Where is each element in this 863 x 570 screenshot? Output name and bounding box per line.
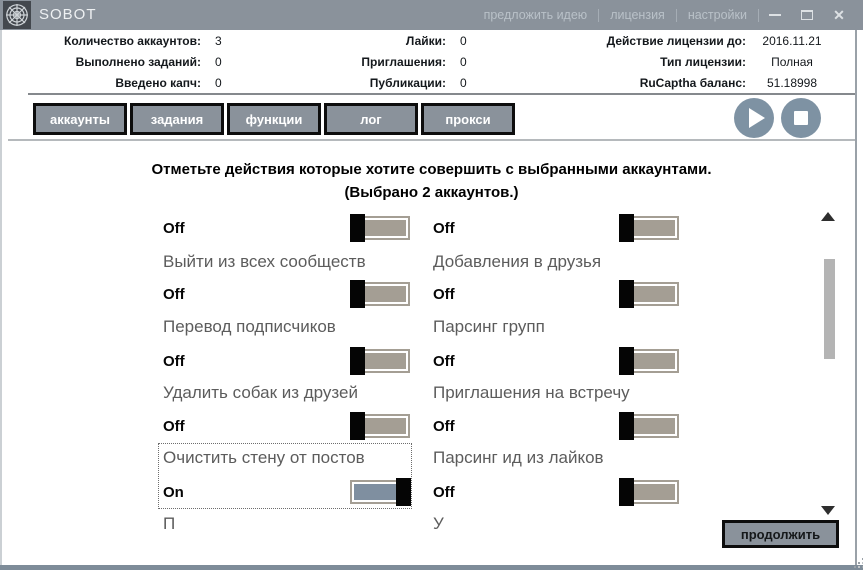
- toggle-row: [433, 412, 679, 440]
- toggle-knob: [350, 412, 365, 440]
- stat-row: [528, 52, 838, 73]
- start-button[interactable]: [734, 98, 774, 138]
- tab-functions[interactable]: функции: [227, 103, 321, 135]
- selected-accounts-count: (Выбрано 2 аккаунтов.): [344, 184, 519, 201]
- minimize-icon: [769, 14, 781, 16]
- window-border-bottom: [0, 565, 863, 570]
- scrollbar-down-arrow[interactable]: [821, 506, 835, 515]
- resize-grip-icon[interactable]: [856, 560, 858, 562]
- action-label-clipped: У: [433, 514, 444, 533]
- stat-value: Полная: [771, 55, 813, 69]
- action-label-clipped: П: [163, 514, 176, 533]
- toggle-state-label: Off: [163, 417, 185, 435]
- action-label: Очистить стену от постов: [163, 448, 365, 467]
- action-label: Выйти из всех сообществ: [163, 252, 366, 271]
- toggle-state-label: Off: [163, 352, 185, 370]
- menu-suggest-idea[interactable]: предложить идею: [483, 8, 588, 22]
- stat-label: Действие лицензии до:: [606, 34, 746, 48]
- toggle-switch[interactable]: [350, 214, 410, 242]
- separator-line: [28, 93, 855, 95]
- stat-value: 2016.11.21: [762, 34, 822, 48]
- toggle-state-label: Off: [163, 285, 185, 303]
- stop-icon: [794, 111, 808, 125]
- stat-label: Тип лицензии:: [660, 55, 746, 69]
- toggle-row: [163, 214, 410, 242]
- stats-column-accounts: [40, 31, 270, 94]
- stat-value: 0: [460, 34, 467, 48]
- toggle-switch[interactable]: [619, 478, 679, 506]
- scrollbar-up-arrow[interactable]: [821, 212, 835, 221]
- toggle-row: [433, 347, 679, 375]
- stat-value: 0: [460, 55, 467, 69]
- stat-value: 0: [460, 76, 467, 90]
- toggle-knob: [350, 214, 365, 242]
- stat-value: 3: [215, 34, 222, 48]
- stat-label: RuCaptha баланс:: [639, 76, 746, 90]
- stat-label: Выполнено заданий:: [75, 55, 201, 69]
- action-label: Приглашения на встречу: [433, 383, 630, 402]
- stat-row: [528, 73, 838, 94]
- toggle-row: [433, 478, 679, 506]
- window-border-right: [855, 30, 857, 565]
- actions-column-left: [163, 214, 410, 533]
- stat-row: [270, 73, 515, 94]
- toggle-row: [163, 347, 410, 375]
- toggle-row: [163, 478, 410, 506]
- continue-button[interactable]: продолжить: [722, 520, 839, 548]
- toggle-state-label: On: [163, 483, 184, 501]
- toggle-knob: [619, 214, 634, 242]
- stat-row: [40, 31, 270, 52]
- action-label: Удалить собак из друзей: [163, 383, 358, 402]
- menu-settings[interactable]: настройки: [687, 8, 747, 22]
- action-label: Парсинг ид из лайков: [433, 448, 604, 467]
- menu-license[interactable]: лицензия: [610, 8, 665, 22]
- toggle-state-label: Off: [163, 219, 185, 237]
- spiderweb-icon: [5, 3, 29, 27]
- tab-log[interactable]: лог: [324, 103, 418, 135]
- toggle-switch[interactable]: [619, 347, 679, 375]
- stat-row: [270, 52, 515, 73]
- stat-value: 0: [215, 55, 222, 69]
- window-border-left: [0, 30, 2, 570]
- titlebar: [0, 0, 863, 30]
- toggle-switch[interactable]: [350, 478, 410, 506]
- stat-label: Приглашения:: [361, 55, 446, 69]
- toggle-state-label: Off: [433, 417, 455, 435]
- stat-row: [528, 31, 838, 52]
- stat-row: [270, 31, 515, 52]
- stat-value: 0: [215, 76, 222, 90]
- maximize-icon: [801, 10, 813, 20]
- toggle-state-label: Off: [433, 219, 455, 237]
- stat-label: Введено капч:: [115, 76, 201, 90]
- toggle-switch[interactable]: [350, 280, 410, 308]
- minimize-button[interactable]: [759, 0, 791, 30]
- action-label: Перевод подписчиков: [163, 317, 336, 336]
- stat-label: Количество аккаунтов:: [64, 34, 201, 48]
- instructions-heading: Отметьте действия которые хотите совершить с выбранными аккаунтами.: [151, 161, 712, 178]
- toggle-knob: [619, 347, 634, 375]
- toggle-switch[interactable]: [619, 280, 679, 308]
- maximize-button[interactable]: [791, 0, 823, 30]
- toggle-knob: [619, 478, 634, 506]
- toggle-switch[interactable]: [350, 347, 410, 375]
- stop-button[interactable]: [781, 98, 821, 138]
- window-title: SOBOT: [39, 6, 97, 23]
- toggle-knob: [619, 280, 634, 308]
- toggle-switch[interactable]: [619, 214, 679, 242]
- toggle-knob: [350, 280, 365, 308]
- toggle-switch[interactable]: [619, 412, 679, 440]
- stat-row: [40, 52, 270, 73]
- app-logo: [3, 1, 31, 29]
- action-label: Парсинг групп: [433, 317, 545, 336]
- toggle-knob: [396, 478, 411, 506]
- actions-column-right: [433, 214, 679, 533]
- action-label: Добавления в друзья: [433, 252, 602, 271]
- toggle-state-label: Off: [433, 483, 455, 501]
- stat-value: 51.18998: [766, 76, 818, 90]
- toggle-row: [163, 412, 410, 440]
- toggle-row: [433, 280, 679, 308]
- play-icon: [749, 108, 765, 128]
- toggle-knob: [619, 412, 634, 440]
- toggle-row: [433, 214, 679, 242]
- stats-column-activity: [270, 31, 515, 94]
- toggle-row: [163, 280, 410, 308]
- stats-column-license: [528, 31, 838, 94]
- toggle-knob: [350, 347, 365, 375]
- scrollbar-thumb[interactable]: [824, 259, 835, 359]
- toggle-state-label: Off: [433, 352, 455, 370]
- toggle-switch[interactable]: [350, 412, 410, 440]
- toggle-state-label: Off: [433, 285, 455, 303]
- close-button[interactable]: [823, 0, 855, 30]
- tab-proxy[interactable]: прокси: [421, 103, 515, 135]
- separator-line: [8, 139, 855, 141]
- close-icon: ✕: [833, 7, 845, 23]
- stat-label: Лайки:: [405, 34, 446, 48]
- stat-row: [40, 73, 270, 94]
- stat-label: Публикации:: [369, 76, 446, 90]
- tab-accounts[interactable]: аккаунты: [33, 103, 127, 135]
- tab-tasks[interactable]: задания: [130, 103, 224, 135]
